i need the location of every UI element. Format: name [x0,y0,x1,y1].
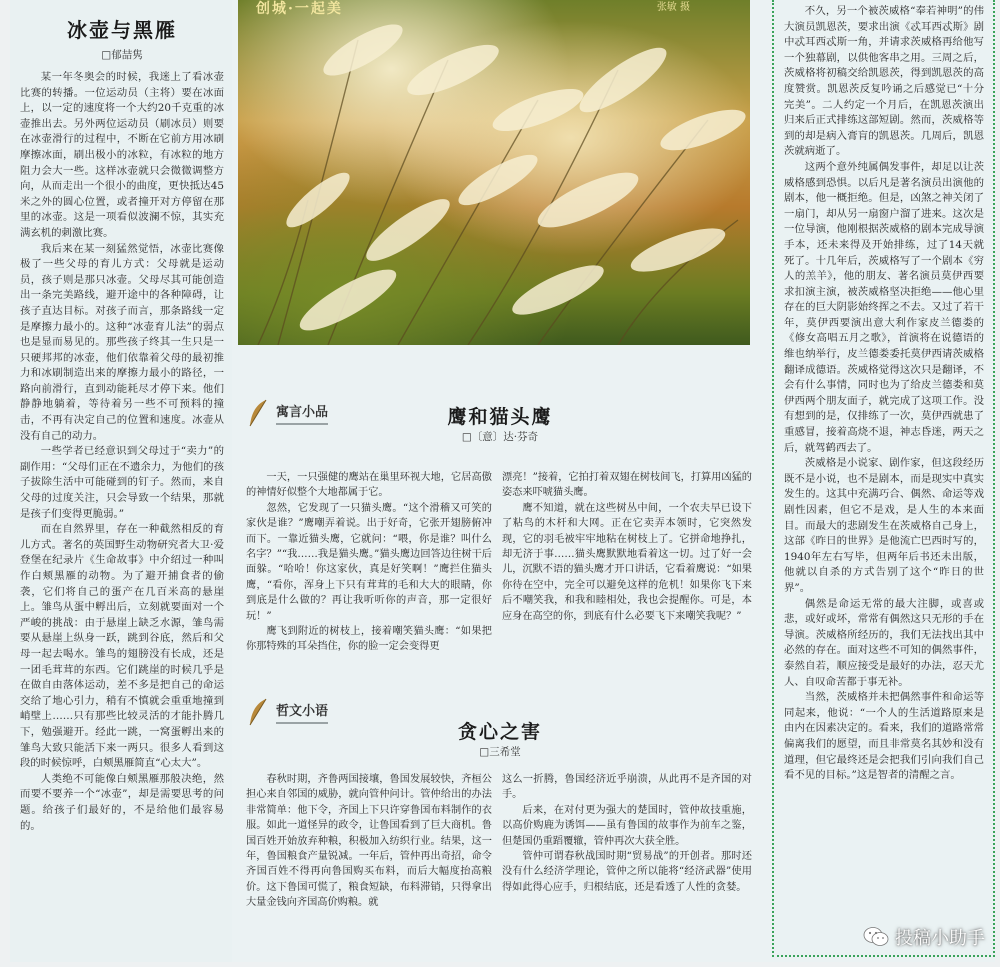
quill-icon [246,697,270,727]
quill-icon [246,398,270,428]
watermark-text: 投稿小助手 [895,928,985,949]
fable-byline: □〔意〕达·芬奇 [461,431,539,443]
paragraph: 这两个意外纯属偶发事件，却足以让茨威格感到恐惧。以后凡是著名演员出演他的剧本，他一概拒绝。但是，凶煞之神关闭了一扇门，却从另一扇窗户溜了进来。这次是一位导演，他刚根据茨威格的剧本完成导演手本，还未来得及开始排练，过了14天就死了。十几年后，茨威格写了一个剧本《穷人的羔羊》，他的朋友、著名演员莫伊西要求扣演主演，被茨威格坚决拒绝——他心里存在的巨大阴影始终挥之不去。又过了若干年，莫伊西要演出意大利作家皮兰德娄的《修女高唱五月之歌》，首演将在说德语的维也纳举行，皮兰德娄委托莫伊西请茨威格翻译成德语。茨威格觉得这次只是翻译，不会有什么事情，同时也为了给皮兰德娄和莫伊西两个朋友面子，就完成了这项工作。没有想到的是，仅排练了一次，莫伊西就患了重感冒，接着高烧不退，神志昏迷，两天之后，就驾鹤西去了。 [784,160,984,454]
paragraph: 管仲可谓春秋战国时期“贸易战”的开创者。那时还没有什么经济学理论，管仲之所以能将“经济武器”使用得如此得心应手，归根结底，还是看透了人性的贪婪。 [502,851,752,893]
paragraph: 不久，另一个被茨威格“奉若神明”的伟大演员凯恩茨，要求出演《忒耳西忒斯》剧中忒耳西忒斯一角，并请求茨威格再给他写一个独幕剧，以供他客串之用。三周之后，茨威格将初稿交给凯恩茨，得到凯恩茨的高度赞赏。凯恩茨反复吟诵之后感觉已“十分完美”。二人约定一个月后，在凯恩茨演出归来后正式排练这部短剧。然而，茨威格等到的却是病入膏肓的凯恩茨。几周后，凯恩茨就病逝了。 [784,5,984,158]
paragraph: 后来，在对付更为强大的楚国时，管仲故技重施，以高价购鹿为诱饵——虽有鲁国的故事作为前车之鉴，但楚国仍重蹈覆辙，管仲再次大获全胜。 [502,804,752,847]
paragraph: 茨威格是小说家、剧作家，但这段经历既不是小说，也不是剧本，而是现实中真实发生的。这其中充满巧合、偶然、命运等戏剧性因素，但它不是戏，是人生的本来面目。而最大的悲剧发生在茨威格自己身上，这部《昨日的世界》是他流亡巴西时写的，1940年左右写毕，但两年后书还未出版，他就以自杀的方式告别了这个“昨日的世界”。 [784,457,984,594]
paragraph: 一些学者已经意识到父母过于“卖力”的副作用：“父母们正在不遗余力，为他们的孩子拔除生活中可能碰到的钉子。然而，来自父母的过度关注，只会导致一个结果，那就是孩子们变得更脆弱。” [20,445,224,520]
paragraph: 漂亮！”接着，它拍打着双翅在树枝间飞，打算用凶猛的姿态来吓唬猫头鹰。 [502,472,752,499]
fable-column-right [502,470,752,624]
paragraph: 偶然是命运无常的最大注脚，或喜或悲，或好或坏，常常有偶然这只无形的手在导演。茨威格所经历的，我们无法找出其中必然的存在。面对这些不可知的偶然事件，泰然自若，顺应接受是最好的办法，忍天尤人、自叹命苦都于事无补。 [784,597,984,688]
paragraph: 鹰飞到附近的树枝上，接着嘲笑猫头鹰：“如果把你那特殊的耳朵挡住，你的脸一定会变得更 [246,626,492,653]
photo-caption: 创城·一起美 [256,1,343,17]
article-curling-column [10,0,232,962]
article-byline: □郁喆隽 [101,49,143,61]
article-body [784,4,984,784]
paragraph: 一天，一只强健的鹰站在巢里环视大地，它居高傲的神情好似整个大地都属于它。 [246,472,492,499]
essay-column-left [246,772,492,911]
fable-title: 鹰和猫头鹰 [447,406,553,428]
section-tag-label: 哲文小语 [276,700,328,724]
essay-column-right [502,772,752,895]
paragraph: 而在自然界里，存在一种截然相反的育儿方式。著名的英国野生动物研究者大卫·爱登堡在纪录片《生命故事》中介绍过一种叫作白颊黑雁的动物。为了避开捕食者的偷袭，它们将自己的蛋产在几百米高的悬崖上。雏鸟从蛋中孵出后，立刻就要面对一个严峻的挑战：由于悬崖上缺乏水源，雏鸟需要从悬崖上纵身一跃，跳到谷底，然后和父母一起去喝水。雏鸟的翅膀没有长成，还是一团毛茸茸的东西。它们跳崖的时候几乎是在做自由落体运动，差不多是把自己的命运交给了地心引力，稍有不慎就会重重地撞到峭壁上……只有那些比较灵活的才能扑腾几下，勉强避开。经此一跳，一窝蛋孵出来的雏鸟大致只能活下来一两只。很多人看到这段的时候惊呼，白颊黑雁简直“心太大”。 [20,523,224,770]
section-tag-label: 寓言小品 [276,401,328,425]
essay-title: 贪心之害 [457,721,542,743]
reed-grass-photo [238,0,750,345]
reed-illustration [238,0,750,345]
section-tag-essay [246,697,328,727]
paragraph: 这么一折腾，鲁国经济近乎崩溃，从此再不是齐国的对手。 [502,774,752,801]
paragraph: 忽然，它发现了一只猫头鹰。“这个滑稽又可笑的家伙是谁？”鹰嘲弄着说。出于好奇，它张开翅膀俯冲而下。一靠近猫头鹰，它就问：“喂，你是谁？叫什么名字？”“我……我是猫头鹰。”猫头鹰边回答边往树干后面躲。“哈哈！你这家伙，真是好笑啊！”鹰拦住猫头鹰，“看你，浑身上下只有茸茸的毛和大大的眼睛，你到底是什么做的？再让我听听你的声音，那一定很好玩！” [246,502,492,622]
section-tag-fable [246,398,328,428]
photo-credit: 张敏 摄 [656,2,690,13]
wechat-icon [863,926,889,948]
article-body [20,70,224,834]
article-title: 冰壶与黑雁 [67,18,177,42]
fable-column-left [246,470,492,655]
essay-byline: □三希堂 [479,746,521,758]
paragraph: 我后来在某一刻猛然觉悟，冰壶比赛像极了一些父母的育儿方式：父母就是运动员，孩子则是那只冰壶。父母尽其可能创造出一条完美路线，避开途中的各种障碍，让孩子直达目标。对孩子而言，那条路线一定是摩擦力最小的。这种“冰壶育儿法”的弱点也是显而易见的。那些孩子终其一生只是一只硬邦邦的冰壶，他们依靠着父母的最初推力和冰刷制造出来的摩擦力最小的路径，一路向前滑行，直到动能耗尽才停下来。他们静静地躺着，等待着另一些不可预料的撞击，不再有决定自己的位置和速度。冰壶从没有自己的动力。 [20,242,224,442]
paragraph: 鹰不知道，就在这些树丛中间，一个农夫早已设下了粘鸟的木杆和大网。正在它卖弄本领时，它突然发现，它的羽毛被牢牢地粘在树枝上了。它拼命地挣扎，却无济于事……猫头鹰默默地看着这一切。过了好一会儿，沉默不语的猫头鹰才开口讲话，它看着鹰说：“如果你待在空中，完全可以避免这样的危机！如果你飞下来后不嘲笑我，和我和睦相处，我也会提醒你。可是，本应身在高空的你，到底有什么必要飞下来嘲笑我呢？” [502,502,752,622]
paragraph: 春秋时期，齐鲁两国接壤，鲁国发展较快，齐桓公担心来自邻国的威胁，就向管仲问计。管仲给出的办法非常简单：他下令，齐国上下只许穿鲁国布料制作的衣服。如此一道怪异的政令，让鲁国看到了巨大商机。鲁国百姓开始放弃种粮，积极加入纺织行业。结果，这一年，鲁国粮食产量锐减。一年后，管仲再出奇招，命令齐国百姓不得再向鲁国购买布料，而后大幅度抬高粮价。这下鲁国可慌了，粮食短缺，布料滞销，只得拿出大量金钱向齐国高价购粮。就 [246,774,492,909]
paragraph: 当然，茨威格并未把偶然事件和命运等同起来，他说：“一个人的生活道路原来是由内在因素决定的。看来，我们的道路常常偏离我们的愿望，而且非常莫名其妙和没有道理，但它最终还是会把我们引向我们自己看不见的目标。”这是智者的清醒之言。 [784,691,984,782]
article-zweig-column [772,0,995,957]
watermark [863,924,985,950]
paragraph: 人类绝不可能像白颊黑雁那般决绝，然而要不要养一个“冰壶”，却是需要思考的问题。给孩子们最好的，不是给他们最容易的。 [20,772,224,832]
newspaper-page [10,0,995,962]
paragraph: 某一年冬奥会的时候，我迷上了看冰壶比赛的转播。一位运动员（主将）要在冰面上，以一定的速度将一个大约20千克重的冰壶推出去。另外两位运动员（刷冰员）则要在冰壶滑行的过程中，不断在它前方用冰刷摩擦冰面，刷出极小的冰粒，有冰粒的地方阻力会大一些。这样冰壶就只会微微调整方向，从而走出一个很小的曲度，更快抵达45米之外的圆心位置，或者撞开对方停留在那里的冰壶。这是一项看似波澜不惊，其实充满玄机的刺激比赛。 [20,71,224,239]
